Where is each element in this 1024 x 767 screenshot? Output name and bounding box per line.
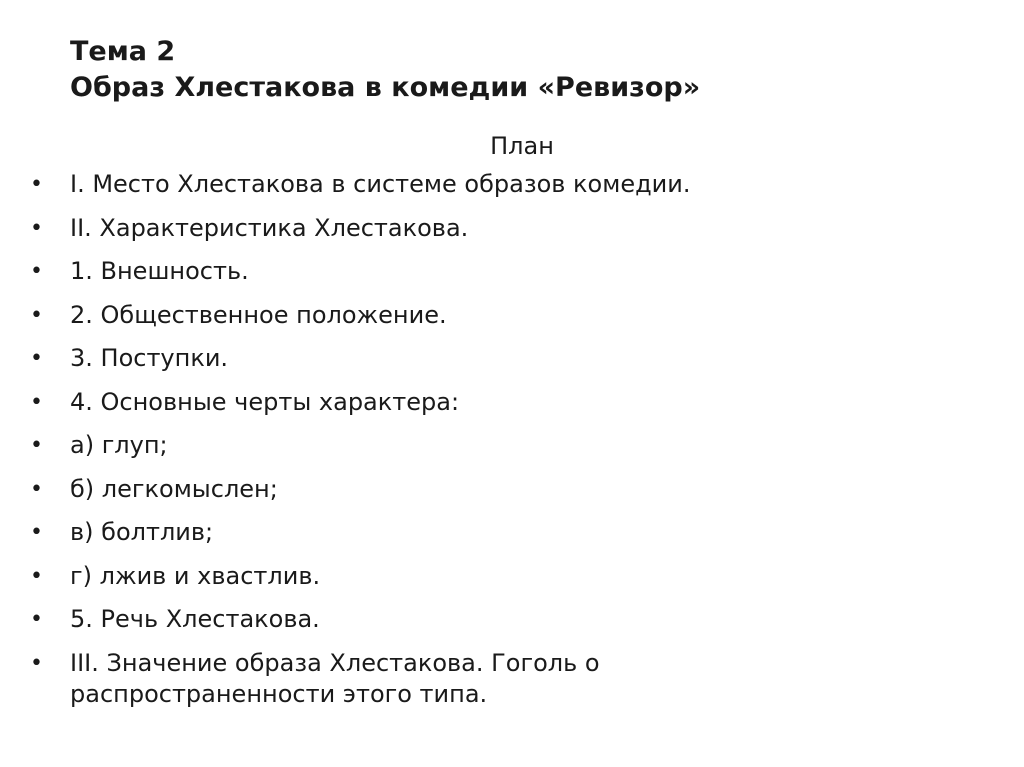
list-item-text: 2. Общественное положение. <box>70 300 447 329</box>
list-item-text: 5. Речь Хлестакова. <box>70 605 320 633</box>
list-item <box>30 343 970 374</box>
bullet-icon: • <box>30 172 43 197</box>
list-item-text: 4. Основные черты характера: <box>70 387 460 416</box>
list-item <box>30 300 970 331</box>
plan-heading: План <box>490 132 554 160</box>
slide-title <box>70 34 700 106</box>
bullet-icon: • <box>30 563 43 589</box>
list-item-text: II. Характеристика Хлестакова. <box>70 213 469 242</box>
list-item-text: I. Место Хлестакова в системе образов комедии. <box>70 170 691 198</box>
list-item <box>30 213 970 244</box>
title-topic-name: Образ Хлестакова в комедии «Ревизор» <box>70 72 701 103</box>
bullet-icon: • <box>30 302 43 328</box>
bullet-icon: • <box>30 389 43 415</box>
title-topic-number: Тема 2 <box>70 36 176 67</box>
bullet-icon: • <box>30 433 43 458</box>
list-item-text: г) лжив и хвастлив. <box>70 561 321 590</box>
list-item-text: III. Значение образа Хлестакова. Гоголь о распространенности этого типа. <box>70 648 600 708</box>
bullet-icon: • <box>30 520 43 545</box>
list-item-text: б) легкомыслен; <box>70 474 278 503</box>
list-item <box>30 430 970 461</box>
bullet-icon: • <box>30 215 43 241</box>
list-item <box>30 604 970 635</box>
list-item-text: в) болтлив; <box>70 518 214 546</box>
list-item-text: 1. Внешность. <box>70 257 249 285</box>
bullet-icon: • <box>30 476 43 502</box>
bullet-icon: • <box>30 346 43 371</box>
bullet-icon: • <box>30 607 43 632</box>
list-item <box>30 648 970 710</box>
list-item <box>30 474 970 505</box>
bullet-icon: • <box>30 259 43 284</box>
list-item <box>30 387 970 418</box>
list-item-text: 3. Поступки. <box>70 344 229 372</box>
list-item <box>30 517 970 548</box>
list-item <box>30 169 970 200</box>
bullet-icon: • <box>30 650 43 676</box>
list-item <box>30 256 970 287</box>
list-item-text: а) глуп; <box>70 431 168 459</box>
list-item <box>30 561 970 592</box>
plan-list <box>30 169 970 722</box>
